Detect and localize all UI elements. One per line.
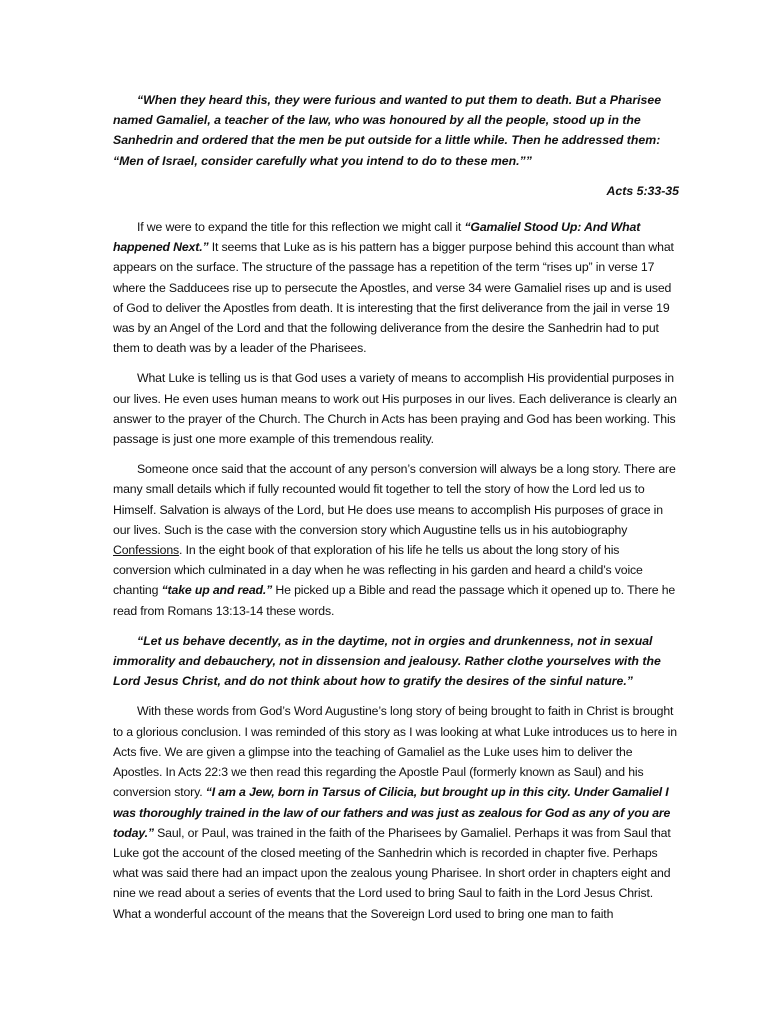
paragraph-text: . In the eight book of that exploration of his life he tells us about the long story of his conversion which culminated in a day when he was reflecting in his garden and heard a child’s voice chanting (113, 543, 643, 598)
document-page (113, 90, 679, 934)
paragraph-providential-means: What Luke is telling us is that God uses a variety of means to accomplish His providential purposes in our lives. He even uses human means to work out His purposes in our lives. Each deliverance is clearly an answer to the prayer of the Church. The Church in Acts has been praying and God has been working. This passage is just one more example of this tremendous reality. (113, 371, 677, 447)
scripture-reference: Acts 5:33-35 (606, 183, 679, 198)
chant-emphasis: “take up and read.” (161, 583, 273, 598)
acts-quote-emphasis: “I am a Jew, born in Tarsus of Cilicia, but brought up in this city. Under Gamaliel I was thoroughly trained in the law of our fathers and was just as zealous for God as any of you are today.” (113, 785, 671, 840)
paragraph-text: With these words from God’s Word Augustine’s long story of being brought to faith in Christ is brought to a glorious conclusion. I was reminded of this story as I was looking at what Luke introduces us to here in Acts five. We are given a glimpse into the teaching of Gamaliel as the Luke uses him to deliver the Apostles. In Acts 22:3 we then read this regarding the Apostle Paul (formerly known as Saul) and his conversion story. (113, 704, 677, 800)
book-title-confessions: Confessions (113, 543, 180, 558)
paragraph-title-reflection (113, 217, 679, 358)
paragraph-augustine-paul (113, 701, 679, 923)
paragraph-text: Saul, or Paul, was trained in the faith of the Pharisees by Gamaliel. Perhaps it was from Saul that Luke got the account of the closed meeting of the Sanhedrin which is recorded in chapter five. Perhaps what was said there had an impact upon the zealous young Pharisee. In short order in chapters eight and nine we read about a series of events that the Lord used to bring Saul to faith in the Lord Jesus Christ. What a wonderful account of the means that the Sovereign Lord used to bring one man to faith (113, 825, 671, 921)
paragraph-text: If we were to expand the title for this reflection we might call it (137, 220, 465, 235)
title-emphasis: “Gamaliel Stood Up: And What happened Next.” (113, 220, 641, 255)
opening-scripture-quote: “When they heard this, they were furious and wanted to put them to death. But a Pharisee named Gamaliel, a teacher of the law, who was honoured by all the people, stood up in the Sanhedrin and ordered that the men be put outside for a little while. Then he addressed them: “Men of Israel, consider carefully what you intend to do to these men.”” (113, 93, 662, 168)
paragraph-text: He picked up a Bible and read the passage which it opened up to. There he read from Romans 13:13-14 these words. (113, 583, 676, 618)
paragraph-text: It seems that Luke as is his pattern has a bigger purpose behind this account than what appears on the surface. The structure of the passage has a repetition of the term “rises up” in verse 17 where the Sadducees rise up to persecute the Apostles, and verse 34 were Gamaliel rises up and is used of God to deliver the Apostles from death. It is interesting that the first deliverance from the jail in verse 19 was by an Angel of the Lord and that the following deliverance from the desire the Sanhedrin had to put them to death was by a leader of the Pharisees. (113, 240, 674, 356)
paragraph-conversion-story (113, 459, 679, 621)
romans-scripture-quote: “Let us behave decently, as in the daytime, not in orgies and drunkenness, not in sexual immorality and debauchery, not in dissension and jealousy. Rather clothe yourselves with the Lord Jesus Christ, and do not think about how to gratify the desires of the sinful nature.” (113, 633, 661, 689)
paragraph-text: Someone once said that the account of any person’s conversion will always be a long story. There are many small details which if fully recounted would fit together to tell the story of how the Lord led us to Himself. Salvation is always of the Lord, but He does use means to accomplish His purposes of grace in our lives. Such is the case with the conversion story which Augustine tells us in his autobiography (113, 462, 676, 537)
